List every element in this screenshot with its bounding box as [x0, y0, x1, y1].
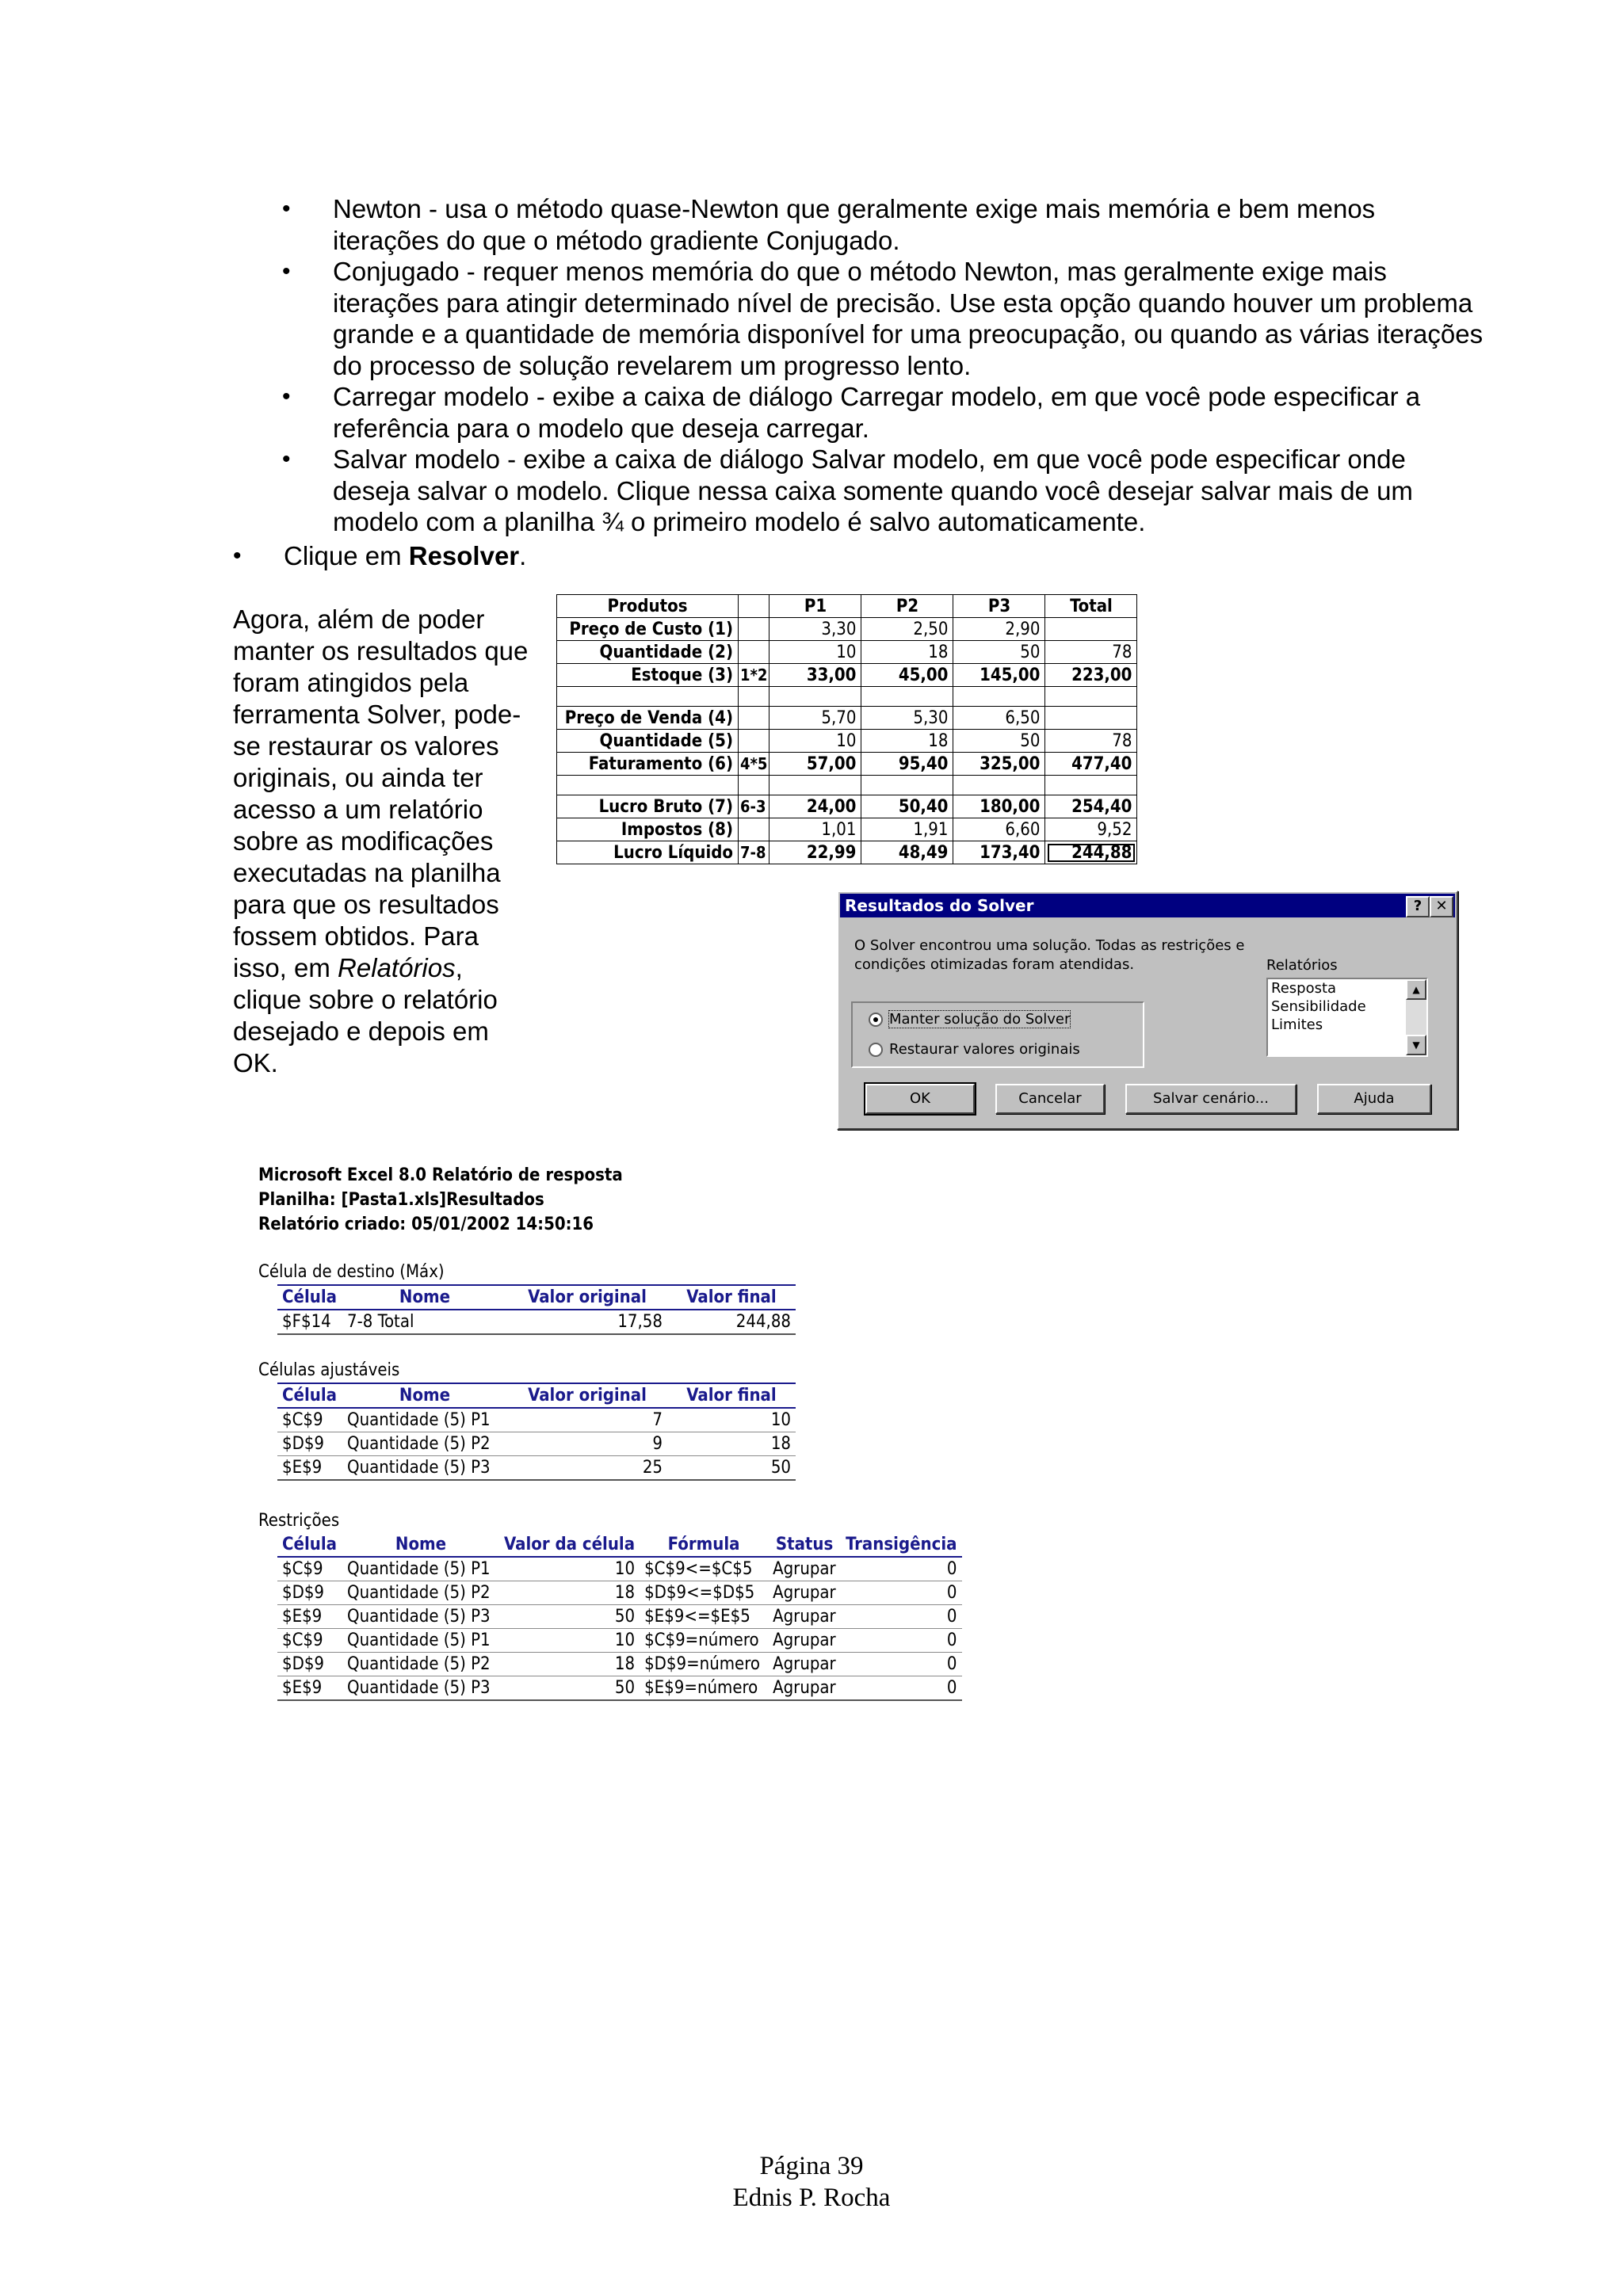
sheet-cell: 5,30 — [861, 707, 953, 730]
column-header: Célula — [277, 1285, 342, 1310]
sheet-row — [557, 841, 1137, 864]
sheet-cell: Preço de Venda (4) — [557, 707, 739, 730]
side-text-part: Agora, além de poder manter os resultados que foram atingidos pela ferramenta Solver, pode-se restaurar os valores originais, ou ainda ter acesso a um relatório sobre as modificações executadas na planilha para que os resultados fossem obtidos. Para isso, em — [233, 605, 529, 982]
sheet-row — [557, 818, 1137, 841]
sheet-cell: 4*5 — [739, 753, 769, 776]
sheet-cell: Preço de Custo (1) — [557, 618, 739, 641]
column-header: Transigência — [841, 1533, 961, 1557]
table-row — [277, 1605, 962, 1629]
sheet-cell: Quantidade (5) — [557, 730, 739, 753]
dialog-message: O Solver encontrou uma solução. Todas as restrições e condições otimizadas foram atendidas. — [854, 937, 1245, 973]
adjustable-cells-title: Células ajustáveis — [258, 1360, 400, 1380]
sheet-cell: Lucro Líquido — [557, 841, 739, 864]
sheet-blank-row — [557, 687, 1137, 707]
table-row — [277, 1432, 796, 1456]
sheet-cell — [739, 776, 769, 795]
sheet-cell: 10 — [769, 641, 861, 664]
sheet-cell: 50 — [953, 641, 1045, 664]
main-step-list — [0, 540, 1623, 572]
table-cell: 0 — [841, 1629, 961, 1653]
list-item — [0, 193, 1623, 256]
list-item-text: Conjugado - requer menos memória do que o método Newton, mas geralmente exige mais iterações para atingir determinado nível de precisão. Use esta opção quando houver um problema grande e a quantidade de memória disponível for uma preocupação, ou quando as várias iterações do processo de solução revelarem um progresso lento. — [333, 257, 1484, 380]
sheet-cell — [557, 776, 739, 795]
column-header: Valor final — [667, 1383, 796, 1408]
sheet-cell — [1045, 687, 1137, 707]
table-cell: Agrupar — [768, 1605, 841, 1629]
report-title: Microsoft Excel 8.0 Relatório de resposta — [258, 1165, 623, 1185]
table-cell: 10 — [667, 1408, 796, 1432]
column-header: Nome — [342, 1285, 507, 1310]
sheet-cell — [739, 818, 769, 841]
list-item — [0, 444, 1623, 538]
column-header: Nome — [342, 1533, 499, 1557]
save-scenario-button[interactable]: Salvar cenário... — [1125, 1084, 1296, 1114]
table-cell: $E$9<=$E$5 — [640, 1605, 768, 1629]
page-number: Página 39 — [759, 2152, 864, 2180]
reports-listbox[interactable] — [1266, 978, 1428, 1057]
step-keyword: Resolver — [408, 541, 520, 570]
column-header: Valor original — [507, 1285, 667, 1310]
sheet-cell: 18 — [861, 641, 953, 664]
sheet-cell: 6-3 — [739, 795, 769, 818]
report-option-resposta[interactable]: Resposta — [1271, 980, 1337, 997]
sheet-cell: 1*2 — [739, 664, 769, 687]
sheet-cell — [861, 776, 953, 795]
table-cell: Quantidade (5) P1 — [342, 1408, 507, 1432]
table-row — [277, 1653, 962, 1676]
table-cell: $D$9<=$D$5 — [640, 1581, 768, 1605]
table-cell: Agrupar — [768, 1581, 841, 1605]
sheet-cell: 2,90 — [953, 618, 1045, 641]
sheet-row — [557, 641, 1137, 664]
sheet-row — [557, 664, 1137, 687]
sheet-cell: 325,00 — [953, 753, 1045, 776]
sheet-cell: 50 — [953, 730, 1045, 753]
constraints-table — [277, 1533, 962, 1701]
radio-unchecked-icon[interactable] — [869, 1043, 883, 1057]
column-header: Célula — [277, 1383, 342, 1408]
column-header: Valor final — [667, 1285, 796, 1310]
answer-report — [258, 1163, 962, 1701]
list-item-text: Newton - usa o método quase-Newton que geralmente exige mais memória e bem menos iterações do que o método gradiente Conjugado. — [333, 194, 1376, 255]
table-cell: Quantidade (5) P3 — [342, 1605, 499, 1629]
sheet-cell: Impostos (8) — [557, 818, 739, 841]
table-cell: Agrupar — [768, 1629, 841, 1653]
table-cell: $E$9 — [277, 1676, 342, 1701]
sheet-cell: 24,00 — [769, 795, 861, 818]
cancel-button[interactable]: Cancelar — [995, 1084, 1105, 1114]
sheet-cell: 1,01 — [769, 818, 861, 841]
table-cell: Quantidade (5) P3 — [342, 1456, 507, 1481]
sheet-cell: Lucro Bruto (7) — [557, 795, 739, 818]
table-cell: $C$9=número — [640, 1629, 768, 1653]
sheet-cell: 1,91 — [861, 818, 953, 841]
list-item — [0, 381, 1623, 444]
radio-restore-original[interactable] — [869, 1039, 1080, 1060]
side-text-part: , clique sobre o relatório desejado e depois em OK. — [233, 953, 498, 1077]
sheet-cell: Quantidade (2) — [557, 641, 739, 664]
ok-button[interactable]: OK — [865, 1084, 975, 1114]
sheet-cell: 477,40 — [1045, 753, 1137, 776]
sheet-header-cell: P1 — [769, 595, 861, 618]
sheet-cell — [739, 618, 769, 641]
spreadsheet-table — [556, 594, 1137, 864]
table-cell: 9 — [507, 1432, 667, 1456]
target-cell-table — [277, 1284, 796, 1335]
table-cell: 244,88 — [667, 1310, 796, 1334]
step-text: Clique em — [284, 541, 409, 570]
sheet-header-cell: Total — [1045, 595, 1137, 618]
sheet-row — [557, 753, 1137, 776]
report-option-limites[interactable]: Limites — [1271, 1016, 1323, 1033]
radio-label[interactable]: Restaurar valores originais — [889, 1041, 1080, 1058]
constraints-title: Restrições — [258, 1511, 340, 1531]
sheet-cell: Faturamento (6) — [557, 753, 739, 776]
help-icon[interactable]: ? — [1406, 896, 1430, 917]
table-cell: 0 — [841, 1605, 961, 1629]
dialog-title-bar[interactable] — [840, 894, 1455, 917]
column-header: Valor original — [507, 1383, 667, 1408]
radio-label[interactable]: Manter solução do Solver — [889, 1011, 1071, 1028]
sheet-cell: 18 — [861, 730, 953, 753]
sheet-row — [557, 795, 1137, 818]
help-button[interactable]: Ajuda — [1317, 1084, 1431, 1114]
sheet-cell — [769, 776, 861, 795]
sheet-cell — [557, 687, 739, 707]
sheet-cell — [861, 687, 953, 707]
sheet-cell: 173,40 — [953, 841, 1045, 864]
table-cell: 50 — [667, 1456, 796, 1481]
step-suffix: . — [519, 541, 527, 570]
report-sheet: Planilha: [Pasta1.xls]Resultados — [258, 1190, 544, 1210]
table-row — [277, 1581, 962, 1605]
list-item — [0, 256, 1623, 381]
column-header: Nome — [342, 1383, 507, 1408]
sheet-cell: 180,00 — [953, 795, 1045, 818]
list-item-text: Salvar modelo - exibe a caixa de diálogo Salvar modelo, em que você pode especificar onde deseja salvar o modelo. Clique nessa caixa somente quando você desejar salvar mais de um modelo com a planilha ¾ o primeiro modelo é salvo automaticamente. — [333, 444, 1413, 536]
sheet-header-cell — [739, 595, 769, 618]
sheet-cell: 254,40 — [1045, 795, 1137, 818]
table-cell: $C$9<=$C$5 — [640, 1557, 768, 1581]
list-item — [0, 540, 1623, 572]
bullet-icon: • — [233, 543, 242, 569]
reports-scrollbar[interactable] — [1406, 979, 1426, 1055]
table-cell: 0 — [841, 1653, 961, 1676]
table-cell: Quantidade (5) P1 — [342, 1629, 499, 1653]
table-cell: Agrupar — [768, 1676, 841, 1701]
table-cell: $C$9 — [277, 1408, 342, 1432]
table-cell: $D$9 — [277, 1581, 342, 1605]
table-cell: 0 — [841, 1557, 961, 1581]
sheet-row — [557, 730, 1137, 753]
report-created: Relatório criado: 05/01/2002 14:50:16 — [258, 1215, 594, 1234]
table-cell: Agrupar — [768, 1653, 841, 1676]
sheet-row — [557, 618, 1137, 641]
sheet-cell — [739, 687, 769, 707]
sheet-cell: 22,99 — [769, 841, 861, 864]
column-header: Célula — [277, 1533, 342, 1557]
sheet-cell: 2,50 — [861, 618, 953, 641]
sheet-cell — [1045, 707, 1137, 730]
sheet-cell — [769, 687, 861, 707]
table-cell: 10 — [499, 1629, 640, 1653]
sheet-cell — [739, 641, 769, 664]
table-row — [277, 1310, 796, 1334]
adjustable-cells-table — [277, 1383, 796, 1481]
dialog-title: Resultados do Solver — [845, 896, 1034, 915]
table-row — [277, 1557, 962, 1581]
sheet-header-cell: P3 — [953, 595, 1045, 618]
sheet-cell — [739, 730, 769, 753]
radio-checked-icon[interactable] — [869, 1013, 883, 1027]
sheet-cell: 223,00 — [1045, 664, 1137, 687]
scroll-down-icon[interactable]: ▼ — [1406, 1035, 1426, 1055]
sheet-cell — [1045, 618, 1137, 641]
sheet-cell: 244,88 — [1045, 841, 1137, 864]
sheet-cell — [953, 776, 1045, 795]
table-cell: Quantidade (5) P2 — [342, 1653, 499, 1676]
page-footer — [0, 2150, 1623, 2214]
sheet-cell — [1045, 776, 1137, 795]
table-row — [277, 1456, 796, 1481]
table-cell: 7-8 Total — [342, 1310, 507, 1334]
table-cell: $D$9 — [277, 1653, 342, 1676]
column-header: Fórmula — [640, 1533, 768, 1557]
table-cell: Quantidade (5) P2 — [342, 1432, 507, 1456]
table-cell: 25 — [507, 1456, 667, 1481]
table-cell: $D$9 — [277, 1432, 342, 1456]
sheet-cell: 95,40 — [861, 753, 953, 776]
table-cell: Quantidade (5) P2 — [342, 1581, 499, 1605]
sheet-cell: 5,70 — [769, 707, 861, 730]
list-item-text: Carregar modelo - exibe a caixa de diálogo Carregar modelo, em que você pode especificar a referência para o modelo que deseja carregar. — [333, 382, 1421, 443]
author-name: Ednis P. Rocha — [732, 2183, 891, 2212]
table-cell: $E$9 — [277, 1605, 342, 1629]
sheet-cell — [953, 687, 1045, 707]
sheet-header-cell: P2 — [861, 595, 953, 618]
target-cell-title: Célula de destino (Máx) — [258, 1262, 445, 1282]
sheet-cell: 48,49 — [861, 841, 953, 864]
bullet-icon: • — [282, 196, 291, 222]
table-cell: Agrupar — [768, 1557, 841, 1581]
report-option-sensibilidade[interactable]: Sensibilidade — [1271, 998, 1366, 1015]
solver-results-dialog — [837, 891, 1458, 1130]
table-cell: 10 — [499, 1557, 640, 1581]
sheet-cell: 50,40 — [861, 795, 953, 818]
table-cell: $C$9 — [277, 1557, 342, 1581]
bullet-icon: • — [282, 446, 291, 472]
bullet-icon: • — [282, 383, 291, 410]
table-cell: 18 — [499, 1653, 640, 1676]
table-cell: $C$9 — [277, 1629, 342, 1653]
sheet-cell: 3,30 — [769, 618, 861, 641]
sheet-cell: 9,52 — [1045, 818, 1137, 841]
sheet-cell: 6,60 — [953, 818, 1045, 841]
column-header: Valor da célula — [499, 1533, 640, 1557]
radio-keep-solution[interactable] — [869, 1009, 1070, 1030]
sheet-cell: 33,00 — [769, 664, 861, 687]
table-cell: 18 — [499, 1581, 640, 1605]
table-cell: 50 — [499, 1676, 640, 1701]
sheet-cell: 57,00 — [769, 753, 861, 776]
column-header: Status — [768, 1533, 841, 1557]
table-cell: Quantidade (5) P3 — [342, 1676, 499, 1701]
table-row — [277, 1676, 962, 1701]
side-text-italic: Relatórios — [338, 953, 456, 982]
table-cell: 18 — [667, 1432, 796, 1456]
sheet-header-cell: Produtos — [557, 595, 739, 618]
sheet-cell: 78 — [1045, 641, 1137, 664]
side-paragraph — [233, 604, 534, 1079]
sheet-header-row — [557, 595, 1137, 618]
close-icon[interactable]: ✕ — [1430, 896, 1453, 917]
solver-options-list — [0, 193, 1623, 538]
sheet-row — [557, 707, 1137, 730]
table-cell: 17,58 — [507, 1310, 667, 1334]
sheet-cell: 45,00 — [861, 664, 953, 687]
table-cell: Quantidade (5) P1 — [342, 1557, 499, 1581]
sheet-blank-row — [557, 776, 1137, 795]
table-cell: $E$9 — [277, 1456, 342, 1481]
table-cell: $F$14 — [277, 1310, 342, 1334]
sheet-cell: 10 — [769, 730, 861, 753]
sheet-cell: 6,50 — [953, 707, 1045, 730]
solution-radio-group — [851, 1001, 1144, 1068]
sheet-cell: 7-8 — [739, 841, 769, 864]
table-row — [277, 1629, 962, 1653]
table-cell: 7 — [507, 1408, 667, 1432]
bullet-icon: • — [282, 258, 291, 284]
sheet-cell: Estoque (3) — [557, 664, 739, 687]
table-cell: 50 — [499, 1605, 640, 1629]
sheet-cell — [739, 707, 769, 730]
table-row — [277, 1408, 796, 1432]
table-cell: 0 — [841, 1581, 961, 1605]
sheet-cell: 145,00 — [953, 664, 1045, 687]
table-cell: $D$9=número — [640, 1653, 768, 1676]
table-cell: $E$9=número — [640, 1676, 768, 1701]
table-cell: 0 — [841, 1676, 961, 1701]
reports-label: Relatórios — [1266, 957, 1338, 974]
scroll-up-icon[interactable]: ▲ — [1406, 979, 1426, 1000]
sheet-cell: 78 — [1045, 730, 1137, 753]
